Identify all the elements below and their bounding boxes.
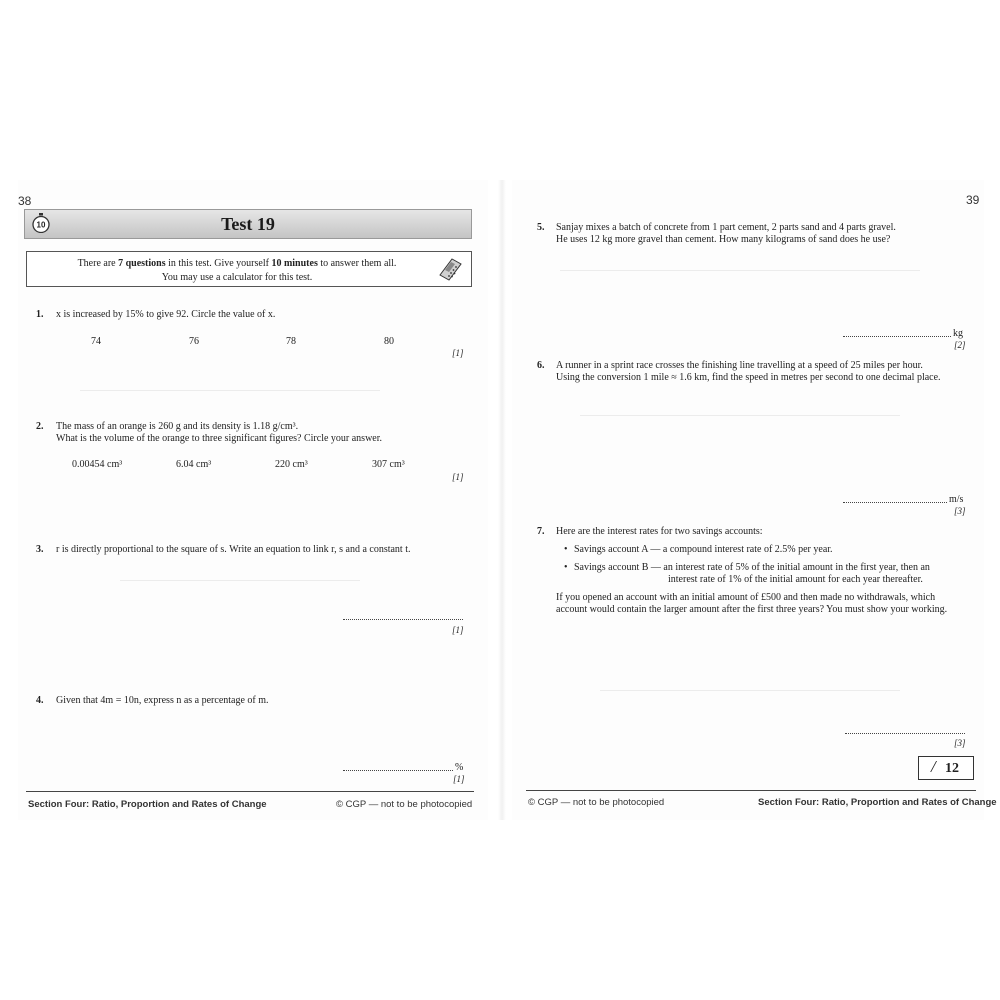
show-through bbox=[600, 690, 900, 691]
question-1-option[interactable]: 76 bbox=[189, 336, 199, 347]
left-footer-copyright: © CGP — not to be photocopied bbox=[336, 799, 473, 810]
question-2-marks: [1] bbox=[452, 472, 464, 482]
question-4-marks: [1] bbox=[453, 774, 465, 784]
question-5-line-2: He uses 12 kg more gravel than cement. How many kilograms of sand does he use? bbox=[556, 234, 891, 245]
question-7-line-4: account would contain the larger amount after the first three years? You must show your working. bbox=[556, 604, 948, 615]
score-slash: / bbox=[931, 757, 936, 776]
show-through bbox=[80, 390, 380, 391]
right-footer-rule bbox=[526, 790, 976, 791]
question-3-answer-line[interactable] bbox=[343, 619, 463, 620]
question-7-bullet-2-line-1: Savings account B — an interest rate of 5% of the initial amount in the first year, then an bbox=[574, 562, 930, 573]
book-gutter bbox=[498, 180, 506, 820]
question-6-line-2: Using the conversion 1 mile ≈ 1.6 km, find the speed in metres per second to one decimal place. bbox=[556, 372, 941, 383]
question-1-option[interactable]: 74 bbox=[91, 336, 101, 347]
calculator-icon bbox=[437, 257, 463, 281]
question-3-marks: [1] bbox=[452, 625, 464, 635]
instructions-line-1: There are 7 questions in this test. Give yourself 10 minutes to answer them all. bbox=[77, 258, 397, 269]
question-2-number: 2. bbox=[36, 421, 44, 432]
question-2-option[interactable]: 6.04 cm³ bbox=[176, 459, 212, 470]
question-1-option[interactable]: 80 bbox=[384, 336, 394, 347]
question-2-option[interactable]: 220 cm³ bbox=[275, 459, 308, 470]
question-6-number: 6. bbox=[537, 360, 545, 371]
question-7-marks: [3] bbox=[954, 738, 966, 748]
question-1-number: 1. bbox=[36, 309, 44, 320]
question-4-answer-line[interactable] bbox=[343, 770, 453, 771]
question-4-text: Given that 4m = 10n, express n as a percentage of m. bbox=[56, 695, 269, 706]
question-1-text: x is increased by 15% to give 92. Circle the value of x. bbox=[56, 309, 276, 320]
question-1-option[interactable]: 78 bbox=[286, 336, 296, 347]
right-page bbox=[512, 180, 984, 820]
question-2-line-1: The mass of an orange is 260 g and its density is 1.18 g/cm³. bbox=[56, 421, 299, 432]
question-7-line-1: Here are the interest rates for two savings accounts: bbox=[556, 526, 763, 537]
question-6-unit: m/s bbox=[949, 494, 964, 505]
show-through bbox=[560, 270, 920, 271]
right-page-number: 39 bbox=[966, 193, 980, 207]
bullet-dot: • bbox=[564, 544, 568, 555]
left-footer-section: Section Four: Ratio, Proportion and Rates of Change bbox=[28, 799, 267, 810]
right-footer-copyright: © CGP — not to be photocopied bbox=[528, 797, 665, 808]
right-footer-section: Section Four: Ratio, Proportion and Rates of Change bbox=[758, 797, 997, 808]
left-footer-rule bbox=[26, 791, 474, 792]
instructions-line-2: You may use a calculator for this test. bbox=[161, 272, 313, 283]
question-5-answer-line[interactable] bbox=[843, 336, 951, 337]
question-7-line-3: If you opened an account with an initial amount of £500 and then made no withdrawals, which bbox=[556, 592, 936, 603]
test-banner bbox=[24, 209, 472, 239]
test-instructions-box bbox=[26, 251, 472, 287]
question-5-number: 5. bbox=[537, 222, 545, 233]
question-7-bullet-1: Savings account A — a compound interest rate of 2.5% per year. bbox=[574, 544, 833, 555]
question-1-marks: [1] bbox=[452, 348, 464, 358]
question-7-bullet-2-line-2: interest rate of 1% of the initial amount for each year thereafter. bbox=[668, 574, 923, 585]
question-4-unit: % bbox=[455, 762, 464, 773]
question-3-text: r is directly proportional to the square of s. Write an equation to link r, s and a constant t. bbox=[56, 544, 411, 555]
svg-text:10: 10 bbox=[36, 220, 46, 230]
test-title: Test 19 bbox=[221, 214, 275, 234]
show-through bbox=[580, 415, 900, 416]
question-4-number: 4. bbox=[36, 695, 44, 706]
total-score-box bbox=[918, 756, 974, 780]
question-2-option[interactable]: 307 cm³ bbox=[372, 459, 405, 470]
question-5-unit: kg bbox=[953, 328, 963, 339]
question-6-marks: [3] bbox=[954, 506, 966, 516]
question-6-answer-line[interactable] bbox=[843, 502, 947, 503]
question-5-line-1: Sanjay mixes a batch of concrete from 1 part cement, 2 parts sand and 4 parts gravel. bbox=[556, 222, 896, 233]
question-2-option[interactable]: 0.00454 cm³ bbox=[72, 459, 123, 470]
question-3-number: 3. bbox=[36, 544, 44, 555]
show-through bbox=[120, 580, 360, 581]
question-7-number: 7. bbox=[537, 526, 545, 537]
question-5-marks: [2] bbox=[954, 340, 966, 350]
left-page-number: 38 bbox=[18, 194, 32, 208]
question-6-line-1: A runner in a sprint race crosses the finishing line travelling at a speed of 25 miles per hour. bbox=[556, 360, 923, 371]
score-total: 12 bbox=[945, 761, 959, 776]
bullet-dot: • bbox=[564, 562, 568, 573]
question-7-answer-line[interactable] bbox=[845, 733, 965, 734]
question-2-line-2: What is the volume of the orange to three significant figures? Circle your answer. bbox=[56, 433, 383, 444]
